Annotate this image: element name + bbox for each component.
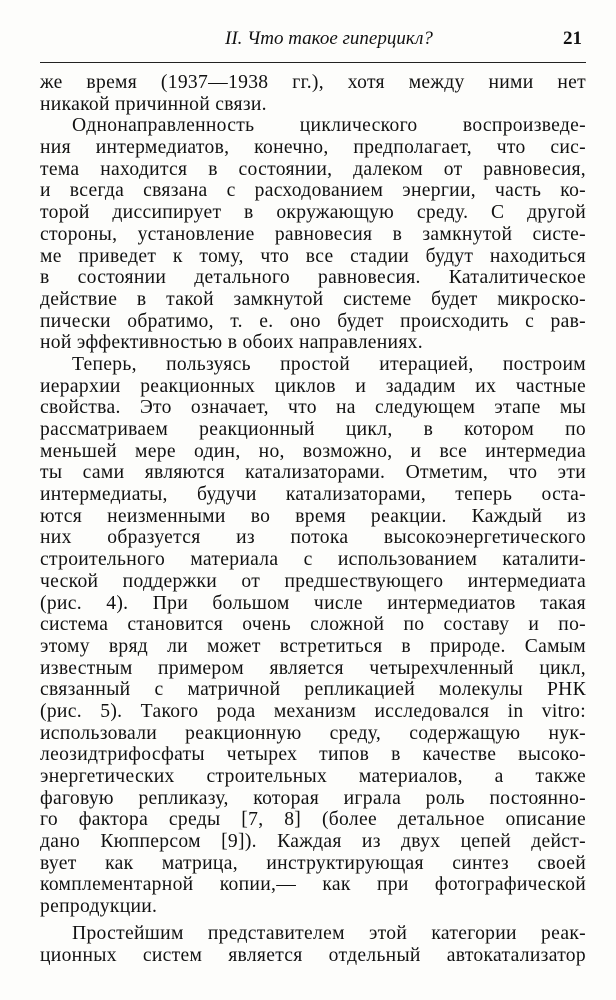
page-number: 21 bbox=[563, 28, 582, 49]
text-line: использовали реакционную среду, содержащую нук- bbox=[40, 722, 586, 744]
text-line: ционных систем является отдельный автокатализатор bbox=[40, 944, 586, 966]
text-line: леозидтрифосфаты четырех типов в качестве высоко- bbox=[40, 744, 586, 766]
text-line: стороны, установление равновесия в замкнутой систе- bbox=[40, 223, 586, 245]
text-line: го фактора среды [7, 8] (более детальное описание bbox=[40, 809, 586, 831]
text-line: энергетических строительных материалов, а также bbox=[40, 766, 586, 787]
text-line: комплементарной копии,— как при фотографической bbox=[40, 874, 586, 896]
text-line: торой диссипирует в окружающую среду. С другой bbox=[40, 202, 586, 224]
text-line: интермедиаты, будучи катализаторами, теперь оста- bbox=[40, 484, 586, 506]
text-line: в состоянии детального равновесия. Каталитическое bbox=[40, 267, 586, 289]
text-line: никакой причинной связи. bbox=[40, 93, 267, 115]
text-line: тема находится в состоянии, далеком от равновесия, bbox=[40, 158, 586, 180]
text-line: ются неизменными во время реакции. Каждый из bbox=[40, 505, 586, 527]
running-head bbox=[40, 28, 586, 58]
text-line: ты сами являются катализаторами. Отметим, что эти bbox=[40, 462, 586, 484]
text-line: них образуется из потока высокоэнергетического bbox=[40, 527, 586, 549]
text-line: ческой поддержки от предшествующего интермедиата bbox=[40, 570, 586, 592]
text-line: ме приведет к тому, что все стадии будут находиться bbox=[40, 245, 586, 267]
header-rule bbox=[40, 62, 586, 63]
text-line: действие в такой замкнутой системе будет микроско- bbox=[40, 288, 586, 310]
text-line: Теперь, пользуясь простой итерацией, построим bbox=[72, 353, 586, 375]
text-line: Простейшим представителем этой категории реак- bbox=[72, 922, 586, 944]
text-line: Однонаправленность циклического воспроизведе- bbox=[72, 115, 586, 137]
text-line: фаговую репликазу, которая играла роль постоянно- bbox=[40, 787, 586, 809]
text-line: (рис. 4). При большом числе интермедиатов такая bbox=[40, 592, 586, 614]
text-line: рассматриваем реакционный цикл, в котором по bbox=[40, 419, 586, 440]
text-line: дано Кюпперсом [9]). Каждая из двух цепей дейст- bbox=[40, 831, 586, 853]
text-line: вует как матрица, инструктирующая синтез своей bbox=[40, 852, 586, 874]
text-line: пически обратимо, т. е. оно будет происходить с рав- bbox=[40, 310, 586, 332]
text-line: строительного материала с использованием каталити- bbox=[40, 549, 586, 571]
running-title: II. Что такое гиперцикл? bbox=[225, 28, 433, 49]
text-line: свойства. Это означает, что на следующем этапе мы bbox=[40, 397, 586, 419]
text-line: этому вряд ли может встретиться в природе. Самым bbox=[40, 635, 586, 657]
text-line: связанный с матричной репликацией молекулы РНК bbox=[40, 679, 586, 701]
text-line: меньшей мере один, но, возможно, и все интермедиа bbox=[40, 440, 586, 462]
text-line: репродукции. bbox=[40, 896, 158, 918]
text-line: ной эффективностью в обоих направлениях. bbox=[40, 332, 423, 354]
text-line: известным примером является четырехчленный цикл, bbox=[40, 657, 586, 679]
body-text bbox=[40, 72, 586, 966]
text-line: иерархии реакционных циклов и зададим их частные bbox=[40, 375, 586, 397]
text-line: система становится очень сложной по составу и по- bbox=[40, 614, 586, 636]
text-line: же время (1937—1938 гг.), хотя между ними нет bbox=[40, 72, 586, 93]
text-line: (рис. 5). Такого рода механизм исследовался in vitro: bbox=[40, 700, 586, 722]
text-line: и всегда связана с расходованием энергии, часть ко- bbox=[40, 180, 586, 202]
text-line: ния интермедиатов, конечно, предполагает, что сис- bbox=[40, 137, 586, 159]
